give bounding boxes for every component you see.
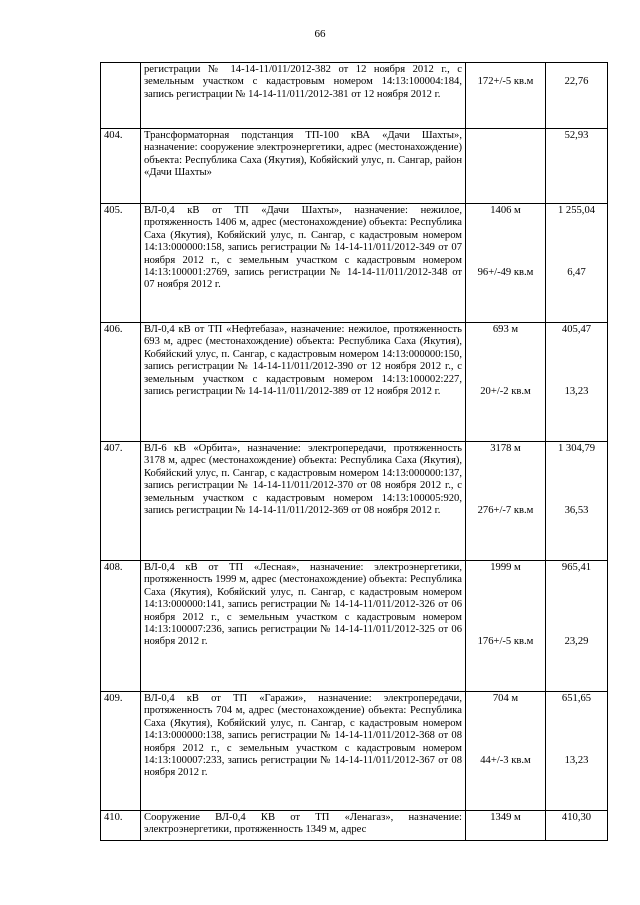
land-value-amount: 36,53 <box>564 504 589 516</box>
table-row <box>101 692 608 811</box>
size-value: 693 м <box>492 324 519 335</box>
land-value-amount: 13,23 <box>564 385 589 397</box>
value-amount: 651,65 <box>561 693 592 704</box>
row-number: 404. <box>101 129 141 204</box>
table-row <box>101 811 608 841</box>
object-description: Трансформаторная подстанция ТП-100 кВА «Дачи Шахты», назначение: сооружение электроэнергетики, адрес (местонахождение) объекта: Республика Саха (Якутия), Кобяйский улус, п. Сангар, район «Дачи Шахты» <box>141 129 466 204</box>
row-number: 410. <box>101 811 141 841</box>
row-number <box>101 63 141 129</box>
table-row <box>101 129 608 204</box>
size-value: 704 м <box>492 693 519 704</box>
row-number: 408. <box>101 561 141 692</box>
object-size <box>466 323 546 442</box>
value-amount: 22,76 <box>564 76 589 88</box>
table-row <box>101 442 608 561</box>
object-value <box>546 204 608 323</box>
object-description: ВЛ-0,4 кВ от ТП «Гаражи», назначение: электропередачи, протяженность 704 м, адрес (местонахождение) объекта: Республика Саха (Якутия), Кобяйский улус, п. Сангар, с кадастровым номером 14:13:000000:138, запись регистрации № 14-14-11/011/2012-368 от 08 ноября 2012 г., с земельным участком с кадастровым номером 14:13:100007:233, запись регистрации № 14-14-11/011/2012-367 от 08 ноября 2012 г. <box>141 692 466 811</box>
land-value-amount: 13,23 <box>564 754 589 766</box>
object-size <box>466 561 546 692</box>
object-size <box>466 129 546 204</box>
land-value-amount: 23,29 <box>564 636 589 648</box>
object-size <box>466 442 546 561</box>
land-size-value: 96+/-49 кв.м <box>477 266 534 278</box>
object-value <box>546 323 608 442</box>
row-number: 409. <box>101 692 141 811</box>
object-value <box>546 561 608 692</box>
table-row <box>101 323 608 442</box>
value-amount: 1 255,04 <box>557 205 596 216</box>
value-amount: 965,41 <box>561 562 592 573</box>
object-description: регистрации № 14-14-11/011/2012-382 от 12 ноября 2012 г., с земельным участком с кадастровым номером 14:13:100004:184, запись регистрации № 14-14-11/011/2012-381 от 12 ноября 2012 г. <box>141 63 466 129</box>
row-number: 407. <box>101 442 141 561</box>
land-size-value: 44+/-3 кв.м <box>480 754 531 766</box>
land-value-amount: 6,47 <box>567 266 586 278</box>
object-value: 410,30 <box>546 811 608 841</box>
object-description: ВЛ-6 кВ «Орбита», назначение: электропередачи, протяженность 3178 м, адрес (местонахождение) объекта: Республика Саха (Якутия), Кобяйский улус, п. Сангар, с кадастровым номером 14:13:000000:137, запись регистрации № 14-14-11/011/2012-370 от 08 ноября 2012 г., с земельным участком с кадастровым номером 14:13:100005:920, запись регистрации № 14-14-11/011/2012-369 от 08 ноября 2012 г. <box>141 442 466 561</box>
table-row <box>101 63 608 129</box>
land-size-value: 276+/-7 кв.м <box>477 504 534 516</box>
object-size <box>466 63 546 129</box>
land-size-value: 20+/-2 кв.м <box>480 385 531 397</box>
object-value <box>546 63 608 129</box>
size-value: 3178 м <box>490 443 521 454</box>
object-size <box>466 692 546 811</box>
table-row <box>101 204 608 323</box>
object-description: ВЛ-0,4 кВ от ТП «Нефтебаза», назначение: нежилое, протяженность 693 м, адрес (местонахождение) объекта: Республика Саха (Якутия), Кобяйский улус, п. Сангар, с кадастровым номером 14:13:000000:150, запись регистрации № 14-14-11/011/2012-390 от 12 ноября 2012 г., с земельным участком с кадастровым номером 14:13:100002:227, запись регистрации № 14-14-11/011/2012-389 от 12 ноября 2012 г. <box>141 323 466 442</box>
object-size <box>466 204 546 323</box>
object-size: 1349 м <box>466 811 546 841</box>
page-number: 66 <box>314 28 326 40</box>
object-value <box>546 692 608 811</box>
property-register-table <box>100 62 608 841</box>
object-value: 52,93 <box>546 129 608 204</box>
object-description: Сооружение ВЛ-0,4 КВ от ТП «Ленагаз», назначение: электроэнергетики, протяженность 1349 м, адрес <box>141 811 466 841</box>
object-description: ВЛ-0,4 кВ от ТП «Дачи Шахты», назначение: нежилое, протяженность 1406 м, адрес (местонахождение) объекта: Республика Саха (Якутия), Кобяйский улус, п. Сангар, с кадастровым номером 14:13:000000:158, запись регистрации № 14-14-11/011/2012-349 от 07 ноября 2012 г., с земельным участком с кадастровым номером 14:13:100001:2769, запись регистрации № 14-14-11/011/2012-348 от 07 ноября 2012 г. <box>141 204 466 323</box>
row-number: 406. <box>101 323 141 442</box>
size-value: 1406 м <box>490 205 521 216</box>
row-number: 405. <box>101 204 141 323</box>
object-value <box>546 442 608 561</box>
value-amount: 405,47 <box>561 324 592 335</box>
size-value: 172+/-5 кв.м <box>477 76 534 88</box>
size-value: 1999 м <box>490 562 521 573</box>
object-description: ВЛ-0,4 кВ от ТП «Лесная», назначение: электроэнергетики, протяженность 1999 м, адрес (местонахождение) объекта: Республика Саха (Якутия), Кобяйский улус, п. Сангар, с кадастровым номером 14:13:000000:141, запись регистрации № 14-14-11/011/2012-326 от 06 ноября 2012 г., с земельным участком с кадастровым номером 14:13:100007:236, запись регистрации № 14-14-11/011/2012-325 от 06 ноября 2012 г. <box>141 561 466 692</box>
table-row <box>101 561 608 692</box>
value-amount: 1 304,79 <box>557 443 596 454</box>
land-size-value: 176+/-5 кв.м <box>477 636 534 648</box>
